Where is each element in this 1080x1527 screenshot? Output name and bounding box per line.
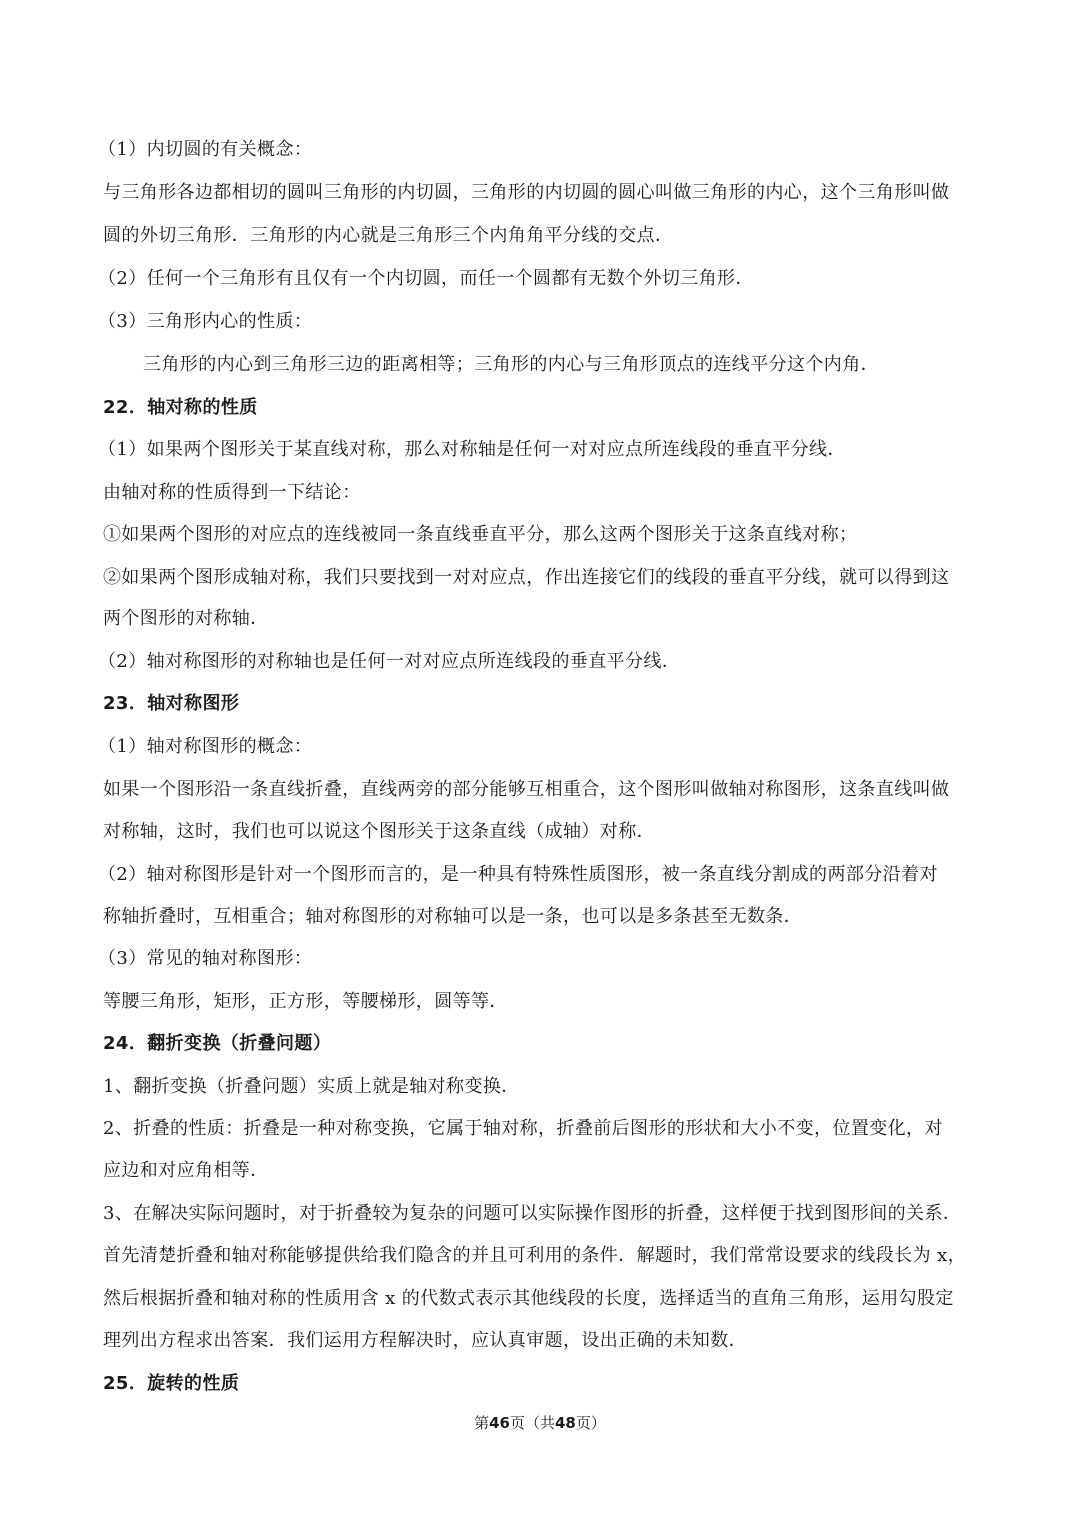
paragraph-line: 如果一个图形沿一条直线折叠，直线两旁的部分能够互相重合，这个图形叫做轴对称图形，这条直线叫做 (103, 779, 950, 800)
paragraph-line: 三角形的内心到三角形三边的距离相等；三角形的内心与三角形顶点的连线平分这个内角． (143, 354, 879, 375)
paragraph-line: （1）内切圆的有关概念： (98, 139, 313, 160)
footer-prefix: 第 (474, 1414, 490, 1432)
paragraph-line: （1）如果两个图形关于某直线对称，那么对称轴是任何一对对应点所连线段的垂直平分线． (98, 439, 846, 460)
paragraph-line: 两个图形的对称轴． (103, 608, 269, 629)
section-heading: 24．翻折变换（折叠问题） (103, 1033, 332, 1054)
paragraph-line: （1）轴对称图形的概念： (98, 736, 313, 757)
paragraph-line: 1、翻折变换（折叠问题）实质上就是轴对称变换． (103, 1076, 520, 1097)
paragraph-line: （3）常见的轴对称图形： (98, 948, 313, 969)
paragraph-line: 称轴折叠时，互相重合；轴对称图形的对称轴可以是一条，也可以是多条甚至无数条． (103, 906, 803, 927)
paragraph-line: 理列出方程求出答案．我们运用方程解决时，应认真审题，设出正确的未知数． (103, 1330, 747, 1351)
paragraph-line: 应边和对应角相等． (103, 1160, 269, 1181)
paragraph-line: （2）轴对称图形是针对一个图形而言的，是一种具有特殊性质图形，被一条直线分割成的两部分沿着对 (98, 864, 938, 885)
paragraph-line: 等腰三角形，矩形，正方形，等腰梯形，圆等等． (103, 991, 508, 1012)
paragraph-line: 2、折叠的性质：折叠是一种对称变换，它属于轴对称，折叠前后图形的形状和大小不变，位置变化，对 (103, 1118, 943, 1139)
section-heading: 23．轴对称图形 (103, 693, 240, 714)
paragraph-line: 与三角形各边都相切的圆叫三角形的内切圆，三角形的内切圆的圆心叫做三角形的内心，这个三角形叫做 (103, 182, 950, 203)
page-footer (0, 1412, 1080, 1434)
footer-suffix: 页） (575, 1414, 606, 1432)
paragraph-line: 首先清楚折叠和轴对称能够提供给我们隐含的并且可利用的条件．解题时，我们常常设要求的线段长为 x， (103, 1245, 967, 1266)
footer-middle: 页（共 (509, 1414, 555, 1432)
paragraph-line: 3、在解决实际问题时，对于折叠较为复杂的问题可以实际操作图形的折叠，这样便于找到图形间的关系． (103, 1203, 962, 1224)
paragraph-line: （3）三角形内心的性质： (98, 311, 313, 332)
paragraph-line: 然后根据折叠和轴对称的性质用含 x 的代数式表示其他线段的长度，选择适当的直角三角形，运用勾股定 (103, 1288, 954, 1309)
total-page-number: 48 (555, 1414, 576, 1432)
section-heading: 22．轴对称的性质 (103, 397, 258, 418)
paragraph-line: 圆的外切三角形．三角形的内心就是三角形三个内角角平分线的交点． (103, 225, 674, 246)
paragraph-line: 由轴对称的性质得到一下结论： (103, 482, 361, 503)
section-heading: 25．旋转的性质 (103, 1373, 240, 1394)
current-page-number: 46 (489, 1414, 510, 1432)
paragraph-line: ①如果两个图形的对应点的连线被同一条直线垂直平分，那么这两个图形关于这条直线对称； (103, 524, 858, 545)
paragraph-line: 对称轴，这时，我们也可以说这个图形关于这条直线（成轴）对称． (103, 821, 655, 842)
paragraph-line: （2）任何一个三角形有且仅有一个内切圆，而任一个圆都有无数个外切三角形． (98, 268, 754, 289)
paragraph-line: （2）轴对称图形的对称轴也是任何一对对应点所连线段的垂直平分线． (98, 651, 681, 672)
paragraph-line: ②如果两个图形成轴对称，我们只要找到一对对应点，作出连接它们的线段的垂直平分线，就可以得到这 (103, 567, 950, 588)
